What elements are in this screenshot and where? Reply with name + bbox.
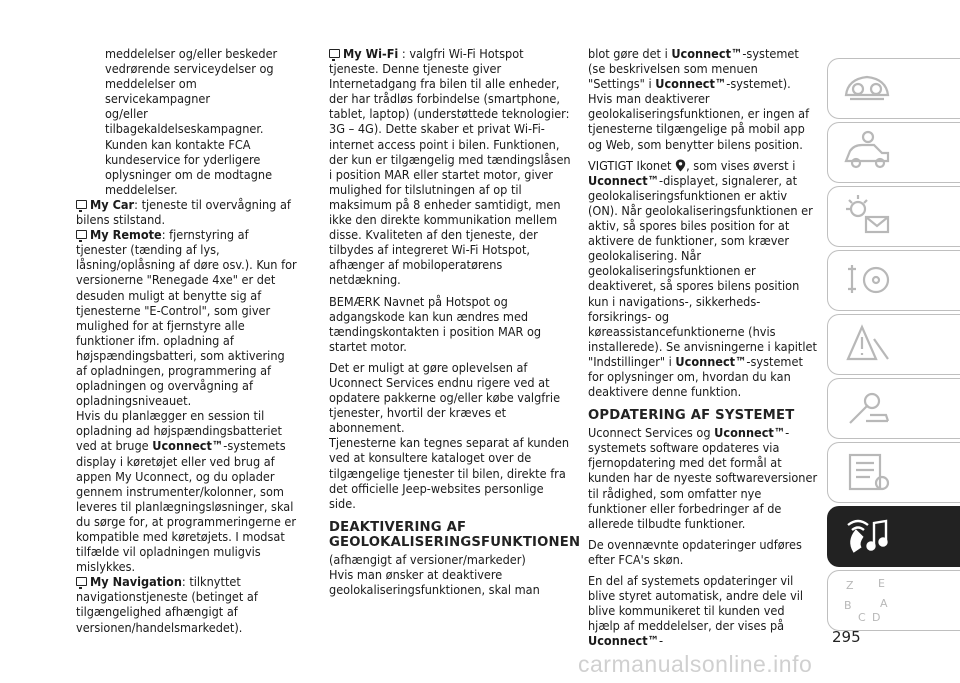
screen-bullet-icon	[76, 200, 87, 209]
mycar-title: My Car	[90, 196, 135, 212]
section-heading-update: OPDATERING AF SYSTEMET	[588, 408, 795, 424]
mywifi-title: My Wi-Fi	[343, 46, 399, 61]
brand-name: Uconnect™	[152, 438, 224, 454]
chapter-tab-safety[interactable]	[827, 250, 960, 311]
body-text: VIGTIGT Ikonet	[588, 157, 676, 173]
intro-line: meddelelser om servicekampagner	[105, 76, 211, 107]
multimedia-icon	[840, 511, 894, 561]
fca-paragraph: De ovennævnte opdateringer udføres efter FCA's skøn.	[588, 536, 802, 567]
update-paragraph	[588, 425, 818, 531]
mynav-title: My Navigation	[90, 574, 182, 590]
text-column-1	[76, 46, 298, 635]
body-text: -systemet for oplysninger om, hvordan du kan deaktivere denne funktion.	[588, 353, 803, 400]
body-text: blot gøre det i	[588, 46, 672, 61]
body-text: -systemets software opdateres via fjernopdatering med det formål at kunden har de nyeste softwareversioner til rådighed, som omfatter nye funktioner eller forbedringer af de allerede tilbudte funktioner.	[588, 425, 818, 531]
chapter-tab-emergency[interactable]	[827, 314, 960, 375]
screen-bullet-icon	[329, 49, 340, 58]
car-side-info-icon	[840, 127, 894, 177]
chapter-tab-technical[interactable]	[827, 442, 960, 503]
body-text: -systemet).	[726, 76, 791, 92]
svg-text:C: C	[858, 611, 866, 624]
body-text: Uconnect Services og	[588, 425, 715, 441]
brand-name: Uconnect™	[655, 76, 727, 92]
brand-name: Uconnect™	[675, 353, 747, 369]
mynav-item	[76, 574, 298, 634]
wrench-car-icon	[840, 383, 894, 433]
car-dashboard-icon	[840, 63, 894, 113]
continuation-paragraph	[588, 46, 818, 91]
part-paragraph	[588, 573, 818, 648]
svg-text:D: D	[872, 611, 881, 624]
brand-name: Uconnect™	[714, 425, 786, 441]
svg-text:B: B	[844, 599, 852, 612]
warning-road-icon	[840, 319, 894, 369]
intro-line: og/eller tilbagekaldelseskampagner.	[105, 106, 264, 137]
chapter-tab-lights[interactable]	[827, 186, 960, 247]
charging-text: -systemets display i køretøjet eller ved brug af appen My Uconnect, og du oplader gennem instrumenter/kolonner, som leveres til planlægningsløsninger, skal du sørge for, at programmeringerne er kompatible med køretøjets. I modsat tilfælde vil opladningen muligvis mislykkes.	[76, 438, 297, 575]
body-text: En del af systemets opdateringer vil blive styret automatisk, andre dele vil blive kommunikeret til kunden ved hjælp af meddelelser, der vises på	[588, 573, 804, 634]
body-text: -systemet (se beskrivelsen som menuen "Settings" i	[588, 46, 799, 92]
screen-bullet-icon	[76, 230, 87, 239]
mycar-item	[76, 197, 298, 227]
brand-name: Uconnect™	[588, 172, 659, 188]
lights-envelope-icon	[840, 191, 894, 241]
purchase-paragraph: Tjenesterne kan tegnes separat af kunden ved at konsultere kataloget over de tilgængelige tjenester til bilen, direkte fra det officielle Jeep-websites personlige side.	[329, 435, 570, 511]
app-paragraph: Hvis man deaktiverer geolokaliseringsfunktionen, er ingen af tjenesterne tilgængelige på mobil app og Web, som benytter bilens position.	[588, 91, 810, 152]
myremote-text: : fjernstyring af tjenester (tænding af lys, låsning/oplåsning af døre osv.). Kun for versionerne "Renegade 4xe" er det desuden muligt at benytte sig af tjenesterne "E-Control", som giver mulighed for at fjernstyre alle funktioner ifm. opladning af højspændingsbatteri, som aktivering af opladningen, programmering af opladningen og overvågning af opladningsniveauet.	[76, 227, 297, 409]
page-number: 295	[832, 628, 861, 646]
intro-line: Kunden kan kontakte FCA	[105, 136, 251, 152]
alphabet-index-icon	[840, 575, 894, 625]
screen-bullet-icon	[76, 577, 87, 586]
intro-line: vedrørende serviceydelser og	[105, 61, 274, 77]
mycar-text: : tjeneste til overvågning af bilens stilstand.	[76, 196, 291, 228]
disable-paragraph: Hvis man ønsker at deaktivere geolokaliseringsfunktionen, skal man	[329, 566, 540, 597]
svg-text:A: A	[880, 597, 888, 610]
intro-line: meddelelser.	[105, 181, 178, 197]
charging-text: Hvis du planlægger en session til opladning ad højspændingsbatteriet ved at bruge	[76, 408, 282, 454]
myremote-item	[76, 227, 298, 408]
mynav-text: : tilknyttet navigationstjeneste (betinget af tilgængelighed afhængigt af versionen/handelsmarkedet).	[76, 574, 258, 635]
chapter-tab-index[interactable]	[827, 570, 960, 631]
intro-line: oplysninger om de modtagne	[105, 166, 273, 182]
intro-line: kundeservice for yderligere	[105, 151, 261, 167]
section-heading-geolocation: DEAKTIVERING AF GEOLOKALISERINGSFUNKTIONEN	[329, 519, 581, 550]
location-pin-icon	[675, 159, 686, 172]
watermark: carmanualsonline.info	[578, 651, 813, 677]
body-text: -	[659, 633, 664, 649]
steering-key-icon	[840, 255, 894, 305]
brand-name: Uconnect™	[588, 633, 659, 649]
chapter-tab-maintenance[interactable]	[827, 378, 960, 439]
chapter-tab-vehicle[interactable]	[827, 122, 960, 183]
mywifi-text: : valgfri Wi-Fi Hotspot tjeneste. Denne tjeneste giver Internetadgang fra bilen til alle enheder, der har trådløs forbindelse (smartphone, tablet, laptop) (understøttede teknologier: 3G – 4G). Dette skaber et privat Wi-Fi-internet access point i bilen. Funktionen, der kun er tilgængelig med tændingslåsen i position MAR eller startet motor, giver mulighed for tilslutningen af op til maksimum på 8 enheder samtidigt, men ikke den direkte kommunikation mellem disse. Kvaliteten af den tjeneste, der tilbydes af integreret Wi-Fi Hotspot, afhænger af mobiloperatørens netdækning.	[329, 46, 571, 288]
improve-paragraph: Det er muligt at gøre oplevelsen af Uconnect Services endnu rigere ved at opdatere pakkerne og/eller købe valgfrie tjenester, hvortil der kræves et abonnement.	[329, 359, 561, 436]
charging-paragraph	[76, 408, 298, 574]
svg-text:Z: Z	[846, 579, 854, 592]
intro-paragraph	[76, 46, 298, 197]
chapter-tab-dashboard[interactable]	[827, 58, 960, 119]
mywifi-item	[329, 46, 572, 288]
specs-list-icon	[840, 447, 894, 497]
text-column-3	[588, 46, 818, 648]
hotspot-note: BEMÆRK Navnet på Hotspot og adgangskode kan kun ændres med tændingskontakten i position MAR og startet motor.	[329, 293, 542, 354]
important-paragraph	[588, 158, 818, 400]
text-column-2	[329, 46, 581, 597]
chapter-tab-multimedia[interactable]	[827, 506, 960, 567]
body-text: , som vises øverst i	[686, 157, 796, 173]
heading-subtitle: (afhængigt af versioner/markeder)	[329, 551, 526, 567]
body-text: -displayet, signalerer, at geolokaliseringsfunktionen er aktiv (ON). Når geolokaliseringsfunktionen er aktiv, så spores biles position for at aktivere de funktioner, som kræver geolokalisering. Når geolokaliseringsfunktionen er deaktiveret, så spores bilens position kun i navigations-, sikkerheds- forsikrings- og køreassistancefunktionerne (hvis installerede). Se anvisningerne i kapitlet "Indstillinger" i	[588, 172, 817, 369]
myremote-title: My Remote	[90, 227, 162, 243]
svg-text:E: E	[878, 577, 885, 590]
brand-name: Uconnect™	[671, 46, 743, 61]
intro-line: meddelelser og/eller beskeder	[105, 46, 278, 61]
